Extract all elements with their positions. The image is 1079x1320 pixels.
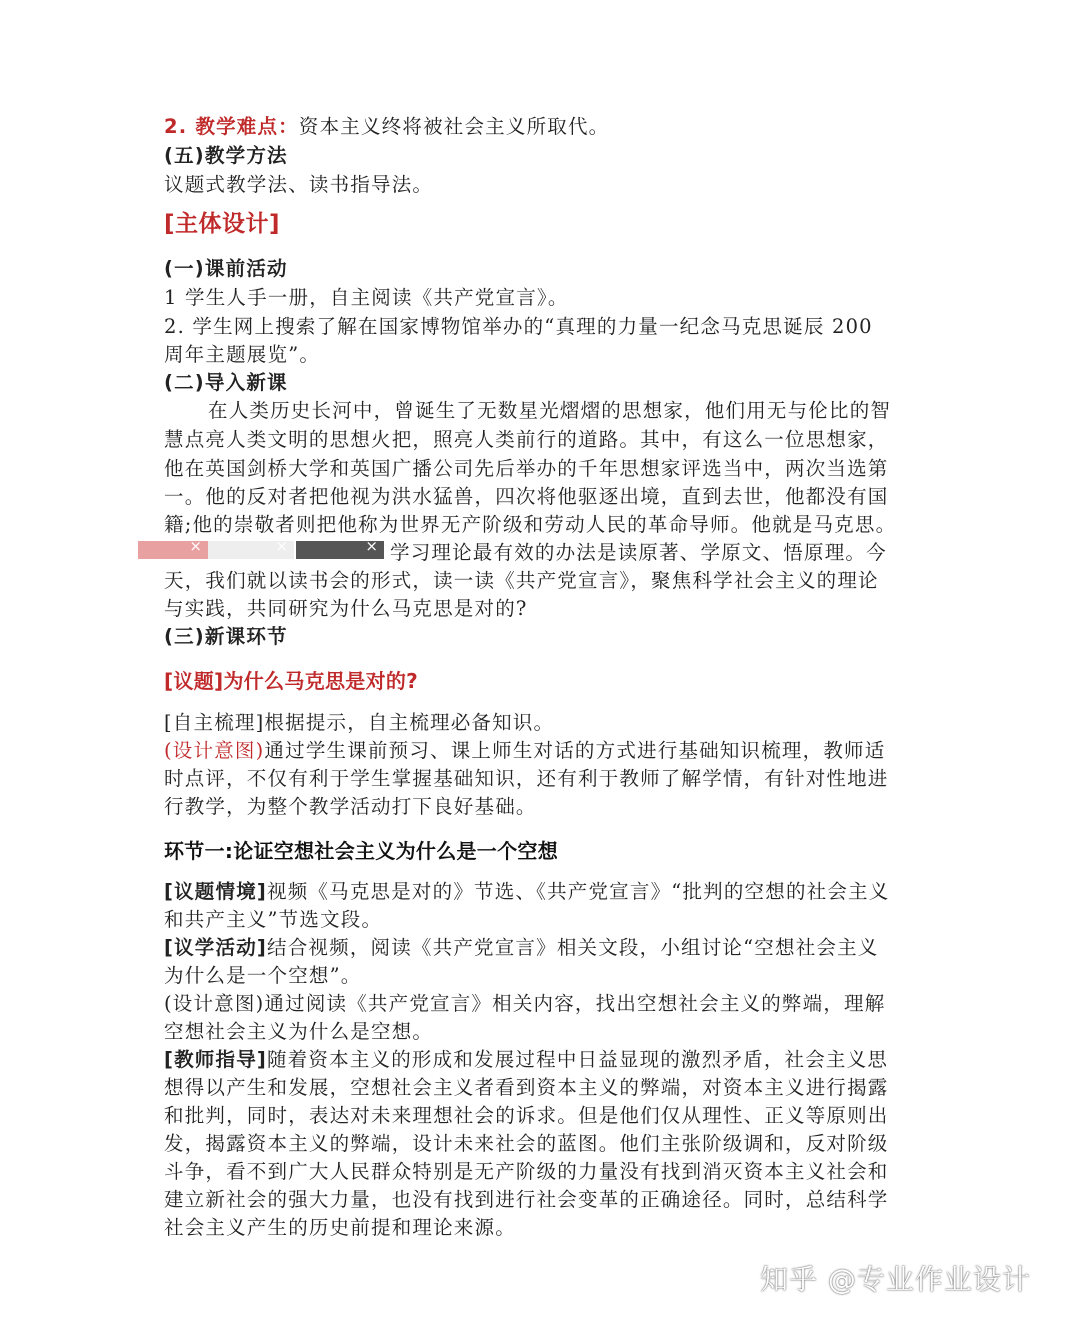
- difficulty-label: 2. 教学难点：: [164, 115, 299, 138]
- stage-intent-line-1: (设计意图)通过阅读《共产党宣言》相关内容，找出空想社会主义的弊端，理解: [164, 992, 886, 1015]
- activity-label: [议学活动]: [164, 936, 268, 959]
- design-intent-line-1: [164, 737, 885, 765]
- main-design-heading: [主体设计]: [164, 211, 281, 237]
- design-intent-text: 通过学生课前预习、课上师生对话的方式进行基础知识梳理，教师适: [264, 739, 886, 762]
- intro-line-5: 籍;他的崇敬者则把他称为世界无产阶级和劳动人民的革命导师。他就是马克思。: [164, 513, 897, 536]
- activity-text: 结合视频，阅读《共产党宣言》相关文段，小组讨论“空想社会主义: [267, 936, 879, 959]
- pre-class-item-2-line-2: 周年主题展览”。: [164, 343, 321, 366]
- situation-line-1: [164, 878, 889, 906]
- self-review: [自主梳理]根据提示，自主梳理必备知识。: [164, 711, 555, 734]
- teacher-guide-text: 随着资本主义的形成和发展过程中日益显现的激烈矛盾，社会主义思: [267, 1048, 889, 1071]
- design-intent-label: (设计意图): [164, 739, 265, 762]
- intro-line-1: 在人类历史长河中，曾诞生了无数星光熠熠的思想家，他们用无与伦比的智: [208, 399, 892, 422]
- highlight-strip-red[interactable]: [138, 537, 208, 559]
- design-intent-line-2: 时点评，不仅有利于学生掌握基础知识，还有利于教师了解学情，有针对性地进: [164, 767, 889, 790]
- intro-line-4: 一。他的反对者把他视为洪水猛兽，四次将他驱逐出境，直到去世，他都没有国: [164, 485, 889, 508]
- close-icon[interactable]: ×: [189, 537, 202, 555]
- teacher-guide-line-5: 斗争，看不到广大人民群众特别是无产阶级的力量没有找到消灭资本主义社会和: [164, 1160, 889, 1183]
- intro-heading: (二)导入新课: [164, 371, 288, 394]
- intro-line-3: 他在英国剑桥大学和英国广播公司先后举办的千年思想家评选当中，两次当选第: [164, 457, 889, 480]
- stage-one-title: 环节一:论证空想社会主义为什么是一个空想: [164, 839, 558, 863]
- zhihu-watermark: 知乎 @专业作业设计: [760, 1263, 1031, 1296]
- intro-line-2: 慧点亮人类文明的思想火把，照亮人类前行的道路。其中，有这么一位思想家，: [164, 428, 889, 451]
- teacher-guide-line-4: 发，揭露资本主义的弊端，设计未来社会的蓝图。他们主张阶级调和，反对阶级: [164, 1132, 889, 1155]
- teacher-guide-line-6: 建立新社会的强大力量，也没有找到进行社会变革的正确途径。同时，总结科学: [164, 1188, 889, 1211]
- intro-line-6: 学习理论最有效的办法是读原著、学原文、悟原理。今: [390, 541, 887, 564]
- teacher-guide-line-1: [164, 1046, 888, 1074]
- teaching-difficulty: [164, 113, 609, 141]
- pre-class-item-1: 1 学生人手一册，自主阅读《共产党宣言》。: [164, 286, 569, 309]
- situation-line-2: 和共产主义”节选文段。: [164, 908, 383, 931]
- method-text: 议题式教学法、读书指导法。: [164, 173, 434, 196]
- design-intent-line-3: 行教学，为整个教学活动打下良好基础。: [164, 795, 537, 818]
- activity-line-2: 为什么是一个空想”。: [164, 964, 362, 987]
- highlight-strip-dark[interactable]: [296, 537, 384, 559]
- new-lesson-heading: (三)新课环节: [164, 625, 288, 648]
- teacher-guide-line-2: 想得以产生和发展，空想社会主义者看到资本主义的弊端，对资本主义进行揭露: [164, 1076, 889, 1099]
- pre-class-item-2-line-1: 2. 学生网上搜索了解在国家博物馆举办的“真理的力量一纪念马克思诞辰 200: [164, 315, 873, 338]
- intro-line-7: 天，我们就以读书会的形式，读一读《共产党宣言》，聚焦科学社会主义的理论: [164, 569, 879, 592]
- difficulty-text: 资本主义终将被社会主义所取代。: [298, 115, 610, 138]
- activity-line-1: [164, 934, 879, 962]
- teacher-guide-line-7: 社会主义产生的历史前提和理论来源。: [164, 1216, 516, 1239]
- pre-class-heading: (一)课前活动: [164, 257, 288, 280]
- close-icon[interactable]: ×: [275, 537, 288, 555]
- method-heading: (五)教学方法: [164, 144, 288, 167]
- situation-label: [议题情境]: [164, 880, 268, 903]
- stage-intent-line-2: 空想社会主义为什么是空想。: [164, 1020, 434, 1043]
- intro-line-8: 与实践，共同研究为什么马克思是对的?: [164, 597, 528, 620]
- close-icon[interactable]: ×: [365, 537, 378, 555]
- teacher-guide-line-3: 和批判，同时，表达对未来理想社会的诉求。但是他们仅从理性、正义等原则出: [164, 1104, 889, 1127]
- teacher-guide-label: [教师指导]: [164, 1048, 268, 1071]
- highlight-strip-gray[interactable]: [208, 537, 294, 559]
- situation-text: 视频《马克思是对的》节选、《共产党宣言》“批判的空想的社会主义: [267, 880, 890, 903]
- issue-heading: [议题]为什么马克思是对的?: [164, 669, 419, 693]
